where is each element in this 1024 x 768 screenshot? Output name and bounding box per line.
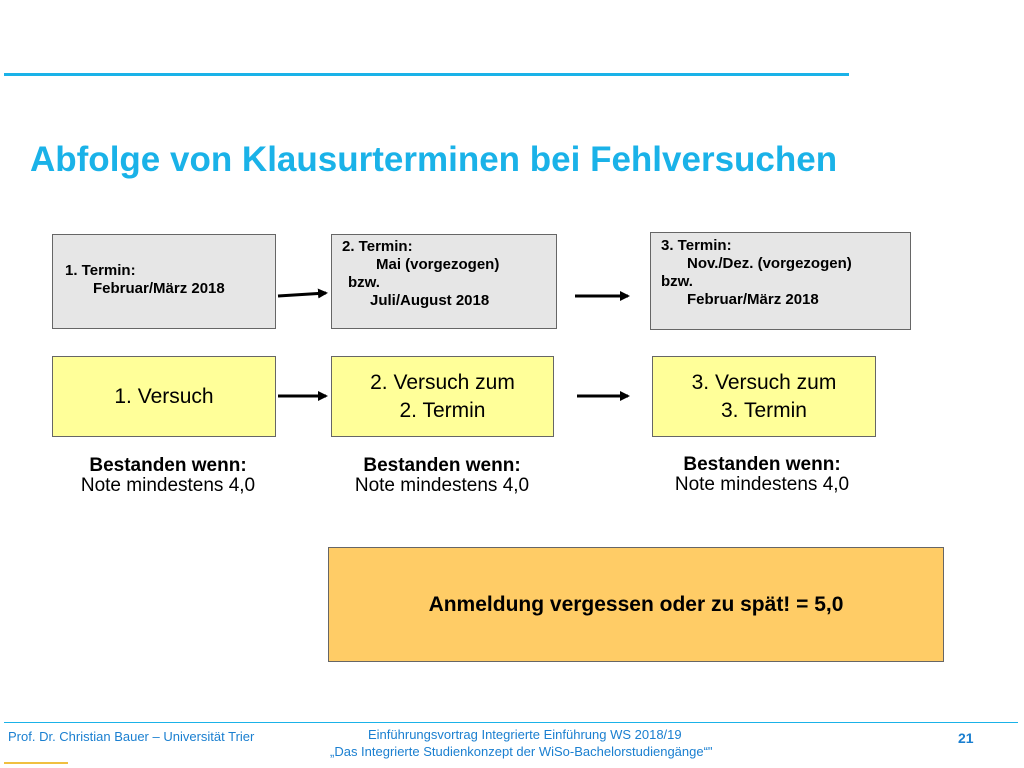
- termin-1-date: Februar/März 2018: [93, 280, 225, 297]
- termin-2-date-2: Juli/August 2018: [370, 292, 490, 309]
- footer-rule: [4, 722, 1018, 723]
- versuch-3-line-1: 3. Versuch zum: [691, 370, 837, 394]
- termin-2-label: 2. Termin:: [342, 238, 413, 255]
- termin-3-label: 3. Termin:: [661, 237, 732, 254]
- versuch-1-text: 1. Versuch: [114, 384, 214, 408]
- bestanden-1-label: Bestanden wenn:: [89, 455, 247, 476]
- versuch-3-line-2: 3. Termin: [721, 398, 807, 422]
- page-number: 21: [958, 730, 974, 746]
- termin-1-label: 1. Termin:: [65, 262, 136, 279]
- versuch-2-line-1: 2. Versuch zum: [370, 370, 515, 394]
- bestanden-1-note: Note mindestens 4,0: [80, 475, 256, 496]
- termin-3-bzw: bzw.: [661, 273, 693, 290]
- warning-text: Anmeldung vergessen oder zu spät! = 5,0: [428, 592, 844, 616]
- footer-author: Prof. Dr. Christian Bauer – Universität Trier: [8, 729, 255, 744]
- bestanden-2-note: Note mindestens 4,0: [354, 475, 530, 496]
- termin-2-date-1: Mai (vorgezogen): [376, 256, 500, 273]
- bestanden-3-note: Note mindestens 4,0: [674, 474, 850, 495]
- versuch-2-line-2: 2. Termin: [399, 398, 486, 422]
- footer-mark: [4, 762, 68, 764]
- footer-course-line-2: „Das Integrierte Studienkonzept der WiSo-Bachelorstudiengänge“": [330, 744, 713, 759]
- bestanden-3-label: Bestanden wenn:: [683, 454, 841, 475]
- arrow-termin-1-2: [278, 293, 326, 296]
- termin-3-date-1: Nov./Dez. (vorgezogen): [687, 255, 852, 272]
- bestanden-2-label: Bestanden wenn:: [363, 455, 521, 476]
- footer-course-line-1: Einführungsvortrag Integrierte Einführung WS 2018/19: [368, 727, 682, 742]
- termin-3-date-2: Februar/März 2018: [687, 291, 819, 308]
- termin-2-bzw: bzw.: [348, 274, 380, 291]
- slide-title: Abfolge von Klausurterminen bei Fehlversuchen: [30, 140, 838, 179]
